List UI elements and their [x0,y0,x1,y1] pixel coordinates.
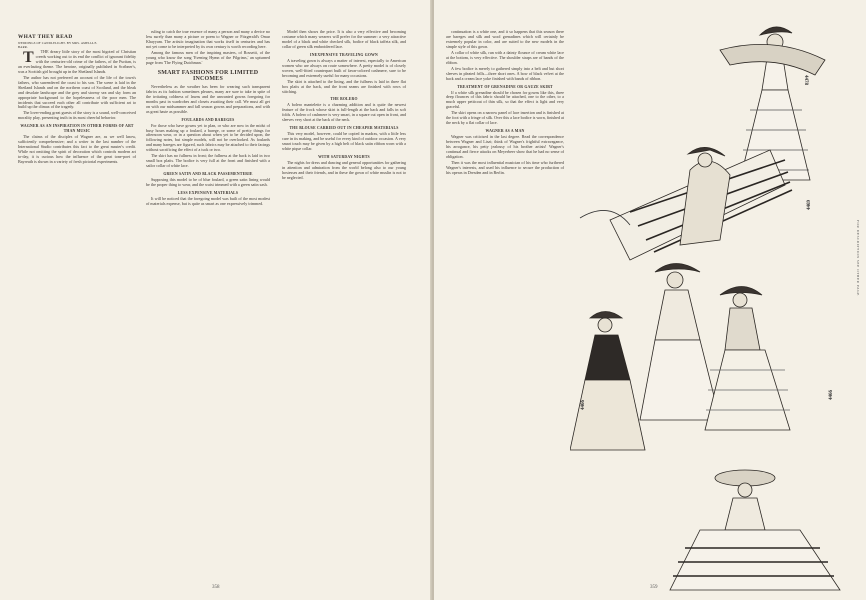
paragraph: T THE dreary little story of the most bigoted of Christian creeds working out to its end the conflict of ignorant fidelity with the centuries-old crime of the fathers, of the Puritan, is an everlasting theme. The heroine, originally published in Scribner's, was a Scottish girl brought up in the Shetland Islands. [18,50,136,74]
subheading: TREATMENT OF GRENADINE OR GAUZE SKIRT [457,84,553,89]
figure-number: 4466 [829,390,834,400]
page-number: 358 [212,585,220,590]
subheading: LESS EXPENSIVE MATERIALS [177,191,239,196]
figure-number: 4469 [807,200,812,210]
fashion-illustration [570,0,866,600]
paragraph: Wagner was criticised in the last degree. Read the correspondence between Wagner and Liszt; think of Wagner's frightful extravagance, his arrogance, his petty jealousy of his brother artists! Wagner's continual and fierce attacks on Meyerbeer show that he had no sense of obligation. [446,134,564,160]
paragraph: The claims of the disciples of Wagner are, as we well know, sufficiently comprehensive; and a writer in the last number of the International Studio contributes this fact to the great master's credit. While not omitting the spirit of decoration which controls modern art to-day, it is curious how the influence of the great tone-poet of Bayreuth is shown in a variety of fresh pictorial experiments. [18,134,136,165]
paragraph: Supposing this model to be of blue foulard, a green satin lining would be the proper thing to wear, and the waist trimmed with a green satin sash. [146,177,270,188]
paragraph: The nights for dress and dancing and general opportunities for gathering in attention and admiration from the world belong also to our young hostesses and their friends, and in these the gown of white muslin is not to be neglected. [282,160,406,180]
left-column-2 [146,30,270,570]
section-title: WHAT THEY READ [18,34,73,40]
figure-number: 4466 [581,400,586,410]
paragraph: The lover-ending great guests of the story is a sound, well-conceived morality play, presenting truth in its most cheerful behavior. [18,110,136,121]
paragraph: A collar of white silk, run with a dainty flounce of cream white lace at the bottom, is very effective. The shoulder straps are of bands of the ribbon. [446,49,564,65]
figure-bottom-gown [670,470,840,590]
paragraph: ruling to catch the true essence of many a person and many a device no less surely than many a picture or poem to Wagner or Fitzgerald's Omar Khayyam. The artistic imagination that works itself in centuries and has not yet come to be interpreted by its own century is worth recording here. [146,30,270,49]
article-byline: WEDDINGS OF CANDLELIGHT. BY MRS. AMELIA E. BARR. [18,41,98,49]
left-column-1 [18,50,136,570]
paragraph: Among the famous men of the inspiring masters, of Rossetti, of the young who know the song 'Evening Hymn of the Pilgrims,' an upturned page from 'The Flying Dutchman.' [146,49,270,65]
side-caption: FOR DESCRIPTION SEE OTHER PAGE [856,220,860,296]
right-page [434,0,866,600]
paragraph: It will be noticed that the foregoing model was built of the most modest of materials expense, but is quite as smart as one expressively trimmed. [146,196,270,207]
paragraph: A few bodice is merely to gathered simply into a belt and but short sleeves in pleated frills—three short ones. A bow of black velvet at the back and a cream lace yoke finished with bands of ribbon. [446,65,564,81]
subheading: WITH SATURDAY NIGHTS [318,155,370,160]
paragraph: The skirt has no fullness in front; the fullness at the back is laid in two small box plaits. The bodice is very full at the front and finished with a sailor collar of white lace. [146,153,270,169]
figure-striped-gown [580,147,792,260]
subheading: THE BLOUSE CARRIED OUT IN CHEAPER MATERIALS [289,126,399,131]
left-column-3 [282,30,406,570]
subheading: THE BOLERO [330,97,358,102]
paragraph: The skirt is attached to the lining, and the fullness is laid in three flat box plaits at the back, and the front seams are finished with rows of stitching. [282,78,406,94]
subheading: WAGNER AS A MAN [485,129,525,134]
paragraph: Nevertheless as the weather has been for wearing such transparent fabrics as its fashion sometimes pleases, many are sure to take in spite of the irritating coldness of lawns and the unwanted gowns foregoing for months past in wardrobes and closets awaiting their call. We must all get on with our midsummer and fall season gowns and preparations, and with as great haste as possible. [146,83,270,114]
paragraph: This very model, however, could be copied in madras, with a little less care in its making, and be useful for every kind of outdoor occasion. A very smart touch may be given by a high belt of black satin ribbon worn with a white pique collar. [282,131,406,152]
right-column-1 [446,30,564,570]
subheading: GREEN SATIN AND BLACK PASSEMENTERIE [163,172,253,177]
paragraph: Then it was the most influential musician of his time who furthered Wagner's interests, and used his influence to secure the production of his operas in Dresden and in Berlin. [446,159,564,175]
paragraph: The skirt opens on a narrow panel of lace insertion and is finished at the foot with a fringe of silk. Over this a lace bodice is worn, finished at the neck by a flat collar of lace. [446,110,564,126]
paragraph: Model then shows the price. It is also a very effective and becoming costume which many wearers will prefer for the summer: a very attractive model of a black and white checked silk, bodice of black taffeta silk, and collar of green silk embroidered lace. [282,30,406,49]
subheading: FOULARDS AND BAREGES [181,117,235,122]
paragraph: For those who have gowns yet to plan, or who are now in the midst of busy hours making up a foulard, a barege, or some of pretty things for afternoon wear, or in a question about when yet to be decided upon, the following notes, but simple models, will not be overlooked. As foulards and many bareges are figured, such fabrics may be attached to their facings without sacrificing the effect of a tuck or two. [146,122,270,153]
paragraph: A bolero mantelette is a charming addition and is quite the newest feature of the frock whose skirt is full-length at the back and falls in soft folds. A bolero of cashmere is very smart, in a square cut open in front, and sleeves very short at the back of the neck. [282,102,406,123]
paragraph: continuation is a white one, and it so happens that this season there are bareges and silk and wool grenadines which will certainly be extremely popular in color, and are suited to the new models in the simple style of this gown. [446,30,564,49]
section-header [18,34,102,49]
paragraph: If a white silk grenadine should be chosen for gowns like this, three deep flounces of this fabric should be attached, one to the other, to a much upper petticoat of thin silk, so that the effect is light and very graceful. [446,89,564,110]
paragraph: The author has not preferred an account of the life of the town's fathers, who surrendered the coast to his son. The scene is laid in the Shetland Islands and on the northern coast of Scotland, and the bleak and desolate landscape and the grey and stormy sea and sky form an appropriate background to the hopelessness of the poor men. The incidents that succeed each other all contribute with sufficient art to build up the climax of the tragedy. [18,74,136,110]
left-page [0,0,432,600]
page-number: 359 [650,585,658,590]
section-heading: WAGNER AS AN INSPIRATION IN OTHER FORMS OF ART THAN MUSIC [20,124,134,134]
paragraph: A traveling gown is always a matter of interest, especially to American women who are always on route somewhere. A pretty model is of closely woven, well-fitted counterpart built of fawn-colored cashmere, sure to be becoming and extremely useful for many occasions. [282,57,406,78]
figure-group-middle [570,264,790,451]
figure-number: 4478 [803,75,808,85]
subheading: INEXPENSIVE TRAVELING GOWN [310,52,378,57]
drop-cap: T [23,50,34,66]
article-headline: SMART FASHIONS FOR LIMITED INCOMES [157,69,259,83]
